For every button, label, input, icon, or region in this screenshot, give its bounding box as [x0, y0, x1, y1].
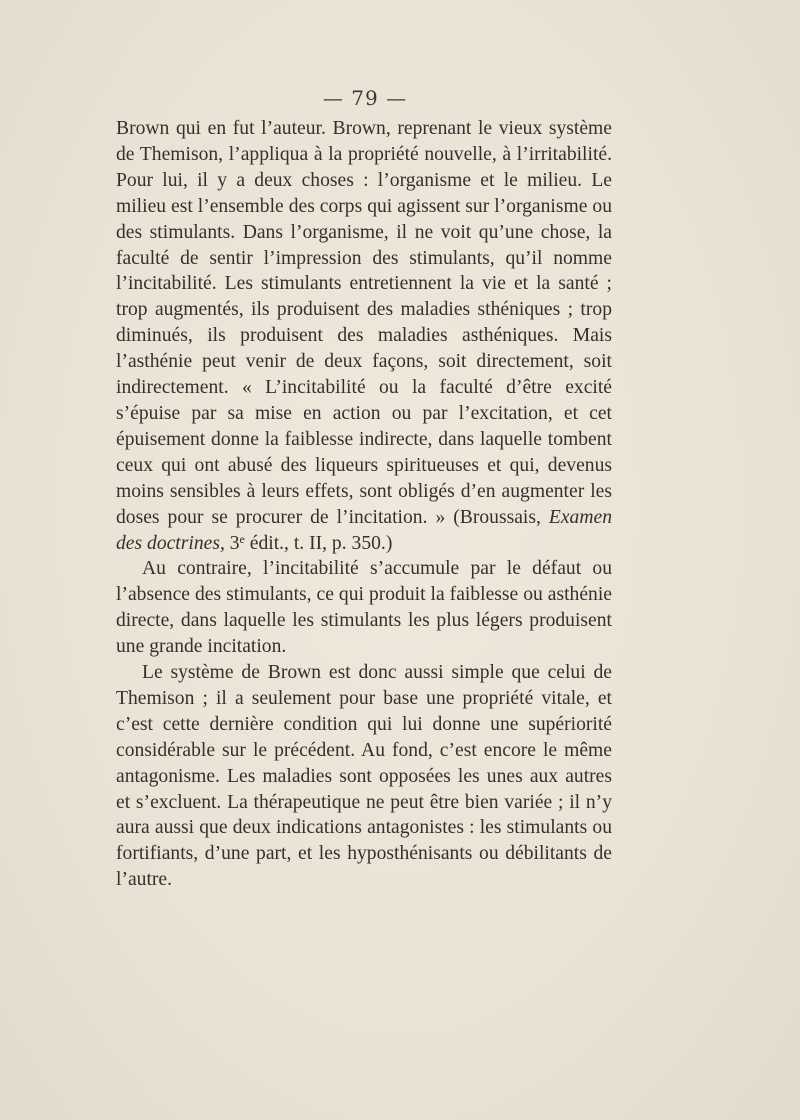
paragraph-3: Le système de Brown est donc aussi simple que celui de Themison ; il a seulement pour base une propriété vitale, et c’est cette dernière condition qui lui donne une supériorité considérable sur le précédent. Au fond, c’est encore le même antagonisme. Les maladies sont opposées les unes aux autres et s’excluent. La thérapeutique ne peut être bien variée ; il n’y aura aussi que deux indications antagonistes : les stimulants ou fortifiants, d’une part, et les hyposthénisants ou débilitants de l’autre.: [116, 662, 612, 891]
body-text: [116, 116, 612, 893]
paragraph-2: Au contraire, l’incitabilité s’accumule par le défaut ou l’absence des stimulants, ce qui produit la faiblesse ou asthénie directe, dans laquelle les stimulants les plus légers produisent une grande incitation.: [116, 558, 612, 658]
cited-work-title: Examen des doctrines,: [116, 506, 612, 554]
edition-number: 3: [224, 532, 240, 554]
citation-tail: édit., t. II, p. 350.): [244, 532, 393, 554]
edition-superscript: e: [239, 531, 245, 546]
paragraph-1-text: Brown qui en fut l’auteur. Brown, reprenant le vieux système de Themison, l’appliqua à la propriété nouvelle, à l’irritabilité. Pour lui, il y a deux choses : l’organisme et le milieu. Le milieu est l’ensemble des corps qui agissent sur l’organisme ou des stimulants. Dans l’organisme, il ne voit qu’une chose, la faculté de sentir l’impression des stimulants, qu’il nomme l’incitabilité. Les stimulants entretiennent la vie et la santé ; trop augmentés, ils produisent des maladies sthéniques ; trop diminués, ils produisent des maladies asthéniques. Mais l’asthénie peut venir de deux façons, soit directement, soit indirectement. « L’incitabilité ou la faculté d’être excité s’épuise par sa mise en action ou par l’excitation, et cet épuisement donne la faiblesse indirecte, dans laquelle tombent ceux qui ont abusé des liqueurs spiritueuses et qui, devenus moins sensibles à leurs effets, sont obligés d’en augmenter les doses pour se procurer de l’incitation. » (Broussais,: [116, 118, 612, 528]
page-number: — 79 —: [322, 86, 408, 110]
paragraph-1: [116, 116, 612, 556]
